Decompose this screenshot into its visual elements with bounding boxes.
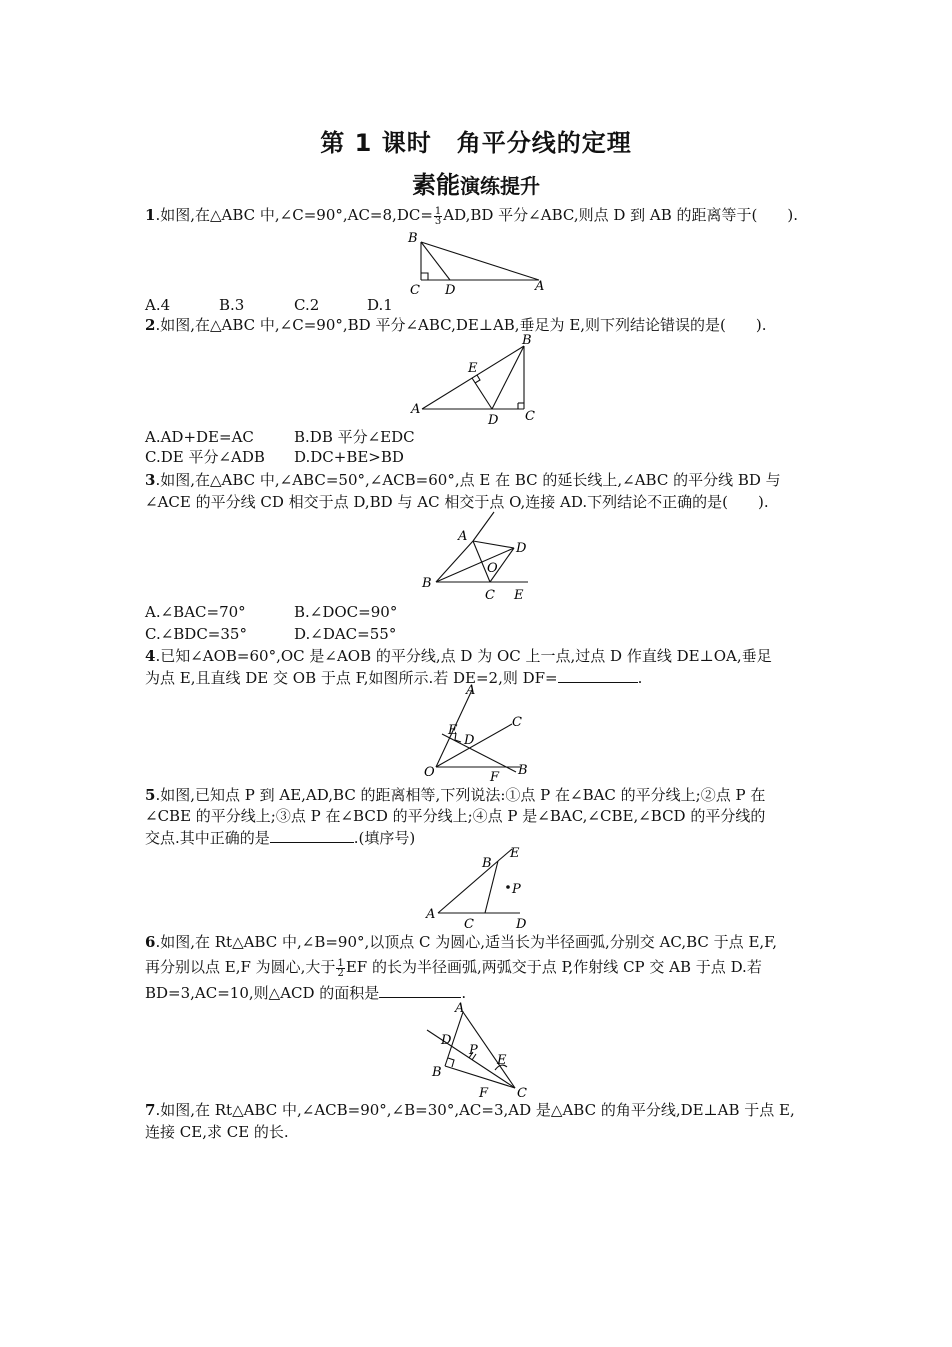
label-b: B bbox=[422, 576, 432, 591]
label-c: C bbox=[410, 283, 420, 298]
fraction-numerator: 1 bbox=[434, 205, 442, 217]
subtitle-small: 演练提升 bbox=[460, 174, 540, 198]
fraction-denominator: 3 bbox=[434, 215, 442, 227]
label-e: E bbox=[514, 588, 524, 603]
label-a: A bbox=[426, 907, 436, 922]
question-2-option-d: D.DC+BE>BD bbox=[294, 448, 404, 466]
fraction-denominator: 2 bbox=[337, 967, 344, 979]
label-a: A bbox=[466, 683, 476, 698]
question-4-line-2-text: 为点 E,且直线 DE 交 OB 于点 F,如图所示.若 DE=2,则 DF= bbox=[145, 669, 558, 687]
label-c: C bbox=[512, 715, 522, 730]
question-6-figure bbox=[425, 1000, 540, 1100]
label-o: O bbox=[487, 561, 498, 576]
question-6-line-3-text: BD=3,AC=10,则△ACD 的面积是 bbox=[145, 984, 380, 1002]
question-4-line-1 bbox=[145, 646, 820, 666]
label-d: D bbox=[488, 413, 499, 428]
question-4-period: . bbox=[637, 669, 643, 687]
subtitle-big: 素能 bbox=[412, 171, 460, 199]
question-5-line-2: ∠CBE 的平分线上;③点 P 在∠BCD 的平分线上;④点 P 是∠BAC,∠CBE,∠BCD 的平分线的 bbox=[145, 807, 766, 825]
question-5-line-1 bbox=[145, 785, 820, 805]
question-6-line-2-a: 再分别以点 E,F 为圆心,大于 bbox=[145, 958, 336, 976]
segment-bc bbox=[445, 1066, 515, 1088]
label-f: F bbox=[479, 1086, 489, 1101]
segment-bd bbox=[421, 242, 450, 280]
label-a: A bbox=[535, 279, 545, 294]
question-2-option-a: A.AD+DE=AC bbox=[145, 428, 254, 446]
question-2-number: 2 bbox=[145, 316, 156, 334]
question-7-line-2: 连接 CE,求 CE 的长. bbox=[145, 1123, 289, 1141]
question-6-period: . bbox=[461, 984, 467, 1002]
question-6-line-2 bbox=[145, 957, 820, 978]
extension-ba bbox=[473, 512, 494, 541]
question-1-number: 1 bbox=[145, 206, 156, 224]
label-b: B bbox=[482, 856, 492, 871]
question-1-text-b: AD,BD 平分∠ABC,则点 D 到 AB 的距离等于( ). bbox=[443, 206, 799, 224]
question-1-text bbox=[145, 205, 820, 226]
question-5-line-3-text: 交点.其中正确的是 bbox=[145, 829, 270, 847]
label-d: D bbox=[441, 1033, 452, 1048]
label-a: A bbox=[411, 402, 421, 417]
label-d: D bbox=[445, 283, 456, 298]
label-e: E bbox=[510, 846, 520, 861]
label-c: C bbox=[464, 917, 474, 932]
answer-blank[interactable] bbox=[379, 983, 461, 998]
question-5-hint: .(填序号) bbox=[353, 829, 416, 847]
question-7-number: 7 bbox=[145, 1101, 156, 1119]
point-p bbox=[506, 885, 510, 889]
question-1-figure bbox=[405, 228, 555, 298]
question-3-line-1 bbox=[145, 470, 820, 490]
segment-ab bbox=[422, 346, 524, 409]
question-7-line-1 bbox=[145, 1100, 820, 1120]
question-2-option-c: C.DE 平分∠ADB bbox=[145, 448, 265, 466]
question-7-line-1-text: .如图,在 Rt△ABC 中,∠ACB=90°,∠B=30°,AC=3,AD 是△ABC 的角平分线,DE⊥AB 于点 E, bbox=[155, 1101, 795, 1119]
label-p: P bbox=[512, 882, 521, 897]
segment-ba bbox=[436, 541, 473, 582]
label-b: B bbox=[518, 763, 528, 778]
label-c: C bbox=[485, 588, 495, 603]
label-e: E bbox=[497, 1053, 507, 1068]
question-3-option-b: B.∠DOC=90° bbox=[294, 603, 398, 621]
label-b: B bbox=[522, 333, 532, 348]
label-p: P bbox=[469, 1043, 478, 1058]
question-1-option-c: C.2 bbox=[294, 296, 320, 314]
question-3-line-2: ∠ACE 的平分线 CD 相交于点 D,BD 与 AC 相交于点 O,连接 AD.下列结论不正确的是( ). bbox=[145, 493, 769, 511]
label-d: D bbox=[464, 733, 475, 748]
page-title: 第 1 课时 角平分线的定理 bbox=[320, 129, 632, 157]
label-o: O bbox=[424, 765, 435, 780]
segment-ad bbox=[473, 541, 514, 548]
fraction-numerator: 1 bbox=[337, 957, 344, 969]
question-4-number: 4 bbox=[145, 647, 156, 665]
question-5-figure bbox=[420, 845, 540, 930]
label-c: C bbox=[525, 409, 535, 424]
answer-blank[interactable] bbox=[558, 668, 638, 683]
question-1-option-a: A.4 bbox=[145, 296, 171, 314]
label-f: F bbox=[490, 770, 500, 785]
question-1-option-d: D.1 bbox=[367, 296, 393, 314]
label-d: D bbox=[516, 541, 527, 556]
label-c: C bbox=[517, 1086, 527, 1101]
question-5-number: 5 bbox=[145, 786, 156, 804]
question-4-figure bbox=[420, 684, 540, 784]
question-2-body: .如图,在△ABC 中,∠C=90°,BD 平分∠ABC,DE⊥AB,垂足为 E,则下列结论错误的是( ). bbox=[155, 316, 767, 334]
line-de bbox=[442, 734, 516, 772]
question-3-option-d: D.∠DAC=55° bbox=[294, 625, 397, 643]
question-6-line-1 bbox=[145, 932, 820, 952]
question-6-line-1-text: .如图,在 Rt△ABC 中,∠B=90°,以顶点 C 为圆心,适当长为半径画弧,分别交 AC,BC 于点 E,F, bbox=[155, 933, 777, 951]
question-1-text-a: .如图,在△ABC 中,∠C=90°,AC=8,DC= bbox=[155, 206, 433, 224]
right-angle-mark-b bbox=[448, 1058, 454, 1067]
label-a: A bbox=[458, 529, 468, 544]
label-b: B bbox=[432, 1065, 442, 1080]
question-4-line-1-text: .已知∠AOB=60°,OC 是∠AOB 的平分线,点 D 为 OC 上一点,过点 D 作直线 DE⊥OA,垂足 bbox=[155, 647, 772, 665]
question-1-option-b: B.3 bbox=[219, 296, 245, 314]
label-a: A bbox=[455, 1001, 465, 1016]
label-b: B bbox=[408, 231, 418, 246]
question-2-figure bbox=[410, 332, 550, 427]
fraction-one-half bbox=[336, 959, 344, 978]
segment-ba bbox=[421, 242, 539, 280]
question-6-line-2-b: EF 的长为半径画弧,两弧交于点 P,作射线 CP 交 AB 于点 D.若 bbox=[345, 958, 762, 976]
label-e: E bbox=[448, 723, 458, 738]
question-6-number: 6 bbox=[145, 933, 156, 951]
label-d: D bbox=[516, 917, 527, 932]
answer-blank[interactable] bbox=[270, 828, 354, 843]
fraction-one-third bbox=[434, 207, 442, 226]
question-5-line-1-text: .如图,已知点 P 到 AE,AD,BC 的距离相等,下列说法:①点 P 在∠BAC 的平分线上;②点 P 在 bbox=[155, 786, 766, 804]
label-e: E bbox=[468, 361, 478, 376]
question-3-number: 3 bbox=[145, 471, 156, 489]
question-2-option-b: B.DB 平分∠EDC bbox=[294, 428, 415, 446]
question-3-option-a: A.∠BAC=70° bbox=[145, 603, 246, 621]
right-angle-mark bbox=[421, 273, 428, 280]
question-3-figure bbox=[418, 510, 543, 605]
question-3-option-c: C.∠BDC=35° bbox=[145, 625, 247, 643]
question-3-line-1-text: .如图,在△ABC 中,∠ABC=50°,∠ACB=60°,点 E 在 BC 的延长线上,∠ABC 的平分线 BD 与 bbox=[155, 471, 781, 489]
section-subtitle bbox=[0, 165, 952, 200]
